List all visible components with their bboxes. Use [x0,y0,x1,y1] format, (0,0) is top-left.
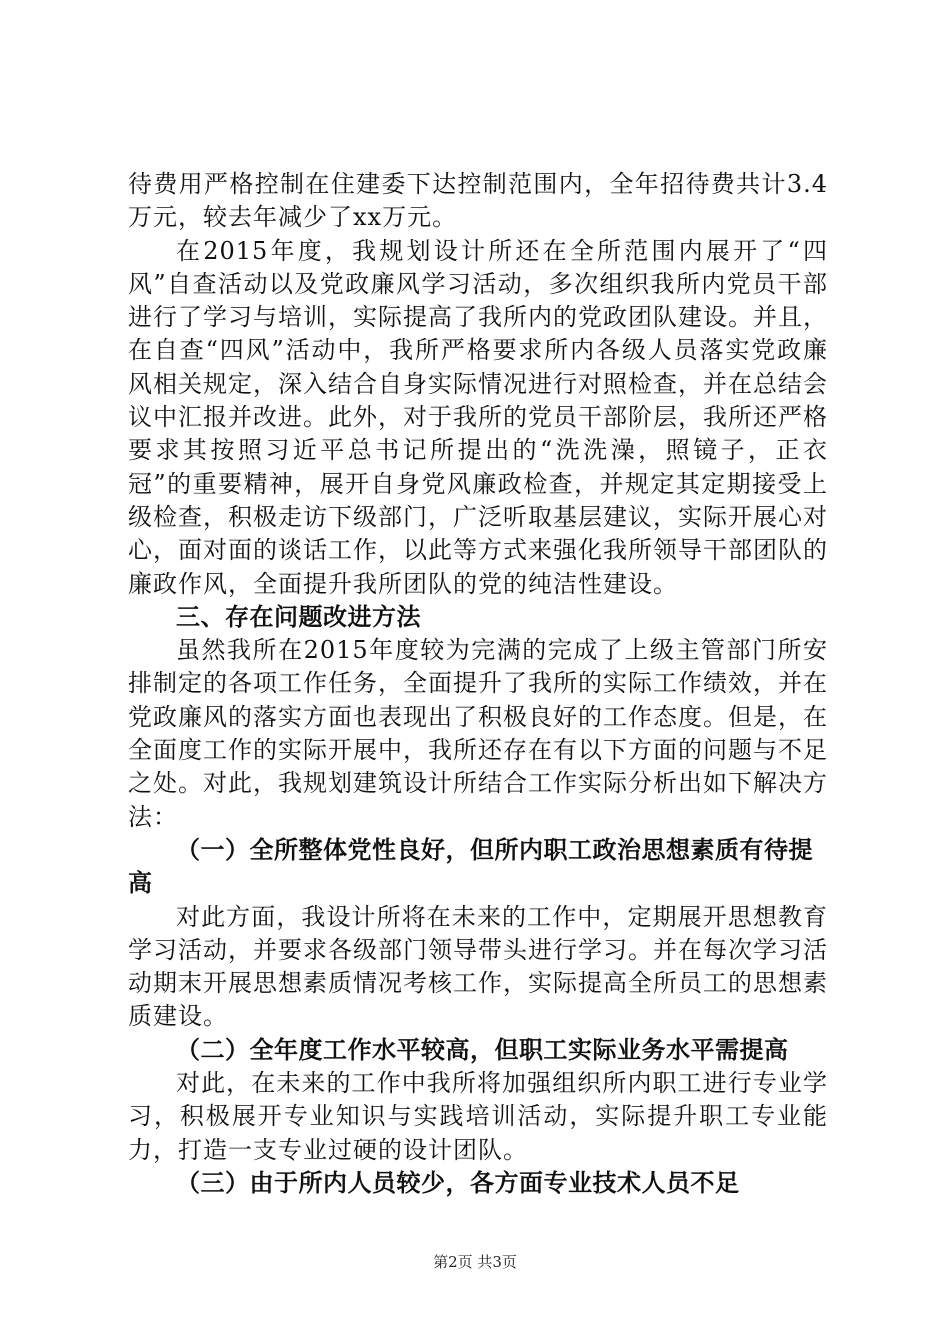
page-footer [0,1251,950,1272]
sub-heading-2: （二）全年度工作水平较高，但职工实际业务水平需提高 [176,1035,789,1064]
paragraph-sub-2: 对此，在未来的工作中我所将加强组织所内职工进行专业学习，积极展开专业知识与实践培训活动，实际提升职工专业能力，打造一支专业过硬的设计团队。 [128,1069,828,1164]
paragraph-problems-intro: 虽然我所在2015年度较为完满的完成了上级主管部门所安排制定的各项工作任务，全面提升了我所的实际工作绩效，并在党政廉风的落实方面也表现出了积极良好的工作态度。但是，在全面度工作的实际开展中，我所还存在有以下方面的问题与不足之处。对此，我规划建筑设计所结合工作实际分析出如下解决方法： [128,636,828,831]
paragraph-sub-1: 对此方面，我设计所将在未来的工作中，定期展开思想教育学习活动，并要求各级部门领导带头进行学习。并在每次学习活动期末开展思想素质情况考核工作，实际提高全所员工的思想素质建设。 [128,902,828,1031]
section-heading-problems: 三、存在问题改进方法 [176,602,421,631]
sub-heading-3: （三）由于所内人员较少，各方面专业技术人员不足 [176,1168,740,1197]
document-body [128,168,828,1200]
sub-heading-1: （一）全所整体党性良好，但所内职工政治思想素质有待提高 [128,835,813,898]
page-number: 第2页 共3页 [433,1253,517,1271]
paragraph-continued: 待费用严格控制在住建委下达控制范围内，全年招待费共计3.4万元，较去年减少了xx万元。 [128,170,828,232]
paragraph-four-winds: 在2015年度，我规划设计所还在全所范围内展开了“四风”自查活动以及党政廉风学习活动，多次组织我所内党员干部进行了学习与培训，实际提高了我所内的党政团队建设。并且，在自查“四风”活动中，我所严格要求所内各级人员落实党政廉风相关规定，深入结合自身实际情况进行对照检查，并在总结会议中汇报并改进。此外，对于我所的党员干部阶层，我所还严格要求其按照习近平总书记所提出的“洗洗澡，照镜子，正衣冠”的重要精神，展开自身党风廉政检查，并规定其定期接受上级检查，积极走访下级部门，广泛听取基层建议，实际开展心对心，面对面的谈话工作，以此等方式来强化我所领导干部团队的廉政作风，全面提升我所团队的党的纯洁性建设。 [128,236,828,598]
